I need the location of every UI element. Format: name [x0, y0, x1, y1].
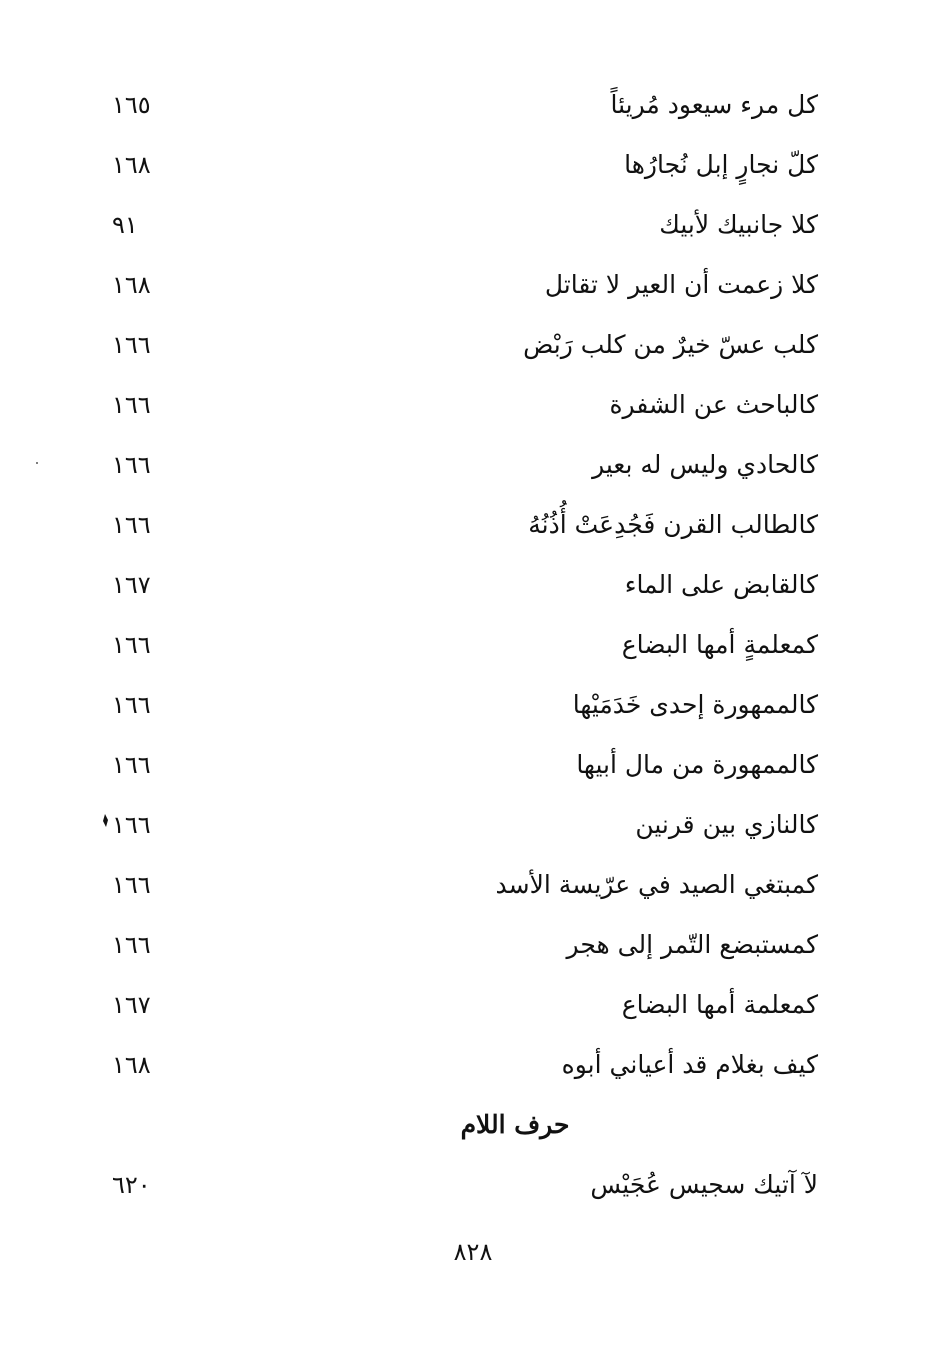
- index-entry: [0, 435, 946, 495]
- entry-text: كلب عسّ خيرٌ من كلب رَبْض: [523, 330, 818, 359]
- entry-page: ١٦٦: [112, 391, 151, 419]
- entry-text: كالحادي وليس له بعير: [592, 450, 818, 479]
- entry-text: لآ آتيك سجيس عُجَيْس: [590, 1170, 818, 1199]
- entry-text: كمعلمةٍ أمها البضاع: [621, 630, 818, 659]
- entry-text: كيف بغلام قد أعياني أبوه: [561, 1050, 818, 1079]
- index-entry: [0, 1155, 946, 1215]
- index-entry: [0, 735, 946, 795]
- entry-text: كل مرء سيعود مُريئاً: [610, 90, 818, 119]
- index-entry: [0, 375, 946, 435]
- entry-page: ١٦٨: [112, 151, 151, 179]
- entry-text: كالممهورة إحدى خَدَمَيْها: [572, 690, 818, 719]
- section-heading: حرف اللام: [460, 1110, 570, 1139]
- entry-text: كمستبضع التّمر إلى هجر: [566, 930, 818, 959]
- entry-text: كالممهورة من مال أبيها: [576, 750, 818, 779]
- entry-text: كالنازي بين قرنين: [635, 810, 818, 839]
- index-entry: [0, 915, 946, 975]
- section-heading-row: [0, 1095, 946, 1155]
- entry-page: ٩١: [112, 211, 138, 239]
- ink-mark: [101, 814, 110, 828]
- entry-page: ١٦٦: [112, 511, 151, 539]
- entry-page: ١٦٧: [112, 571, 151, 599]
- index-entry: [0, 615, 946, 675]
- index-entry: [0, 135, 946, 195]
- entry-page: ١٦٧: [112, 991, 151, 1019]
- entry-page: ١٦٨: [112, 271, 151, 299]
- index-entry: [0, 75, 946, 135]
- index-entry: [0, 255, 946, 315]
- index-entry: [0, 795, 946, 855]
- ink-speck: [36, 462, 38, 464]
- entry-text: كمبتغي الصيد في عرّيسة الأسد: [495, 870, 818, 899]
- index-entry: [0, 315, 946, 375]
- entry-text: كمعلمة أمها البضاع: [621, 990, 818, 1019]
- entry-page: ٦٢٠: [112, 1171, 151, 1199]
- entry-text: كلّ نجارٍ إبل نُجارُها: [624, 150, 818, 179]
- entry-text: كالطالب القرن فَجُدِعَتْ أُذُنُهُ: [528, 510, 818, 539]
- entry-page: ١٦٦: [112, 751, 151, 779]
- index-entry: [0, 195, 946, 255]
- entry-page: ١٦٥: [112, 91, 151, 119]
- entry-page: ١٦٦: [112, 451, 151, 479]
- entry-page: ١٦٦: [112, 931, 151, 959]
- index-entry: [0, 675, 946, 735]
- index-entry: [0, 555, 946, 615]
- index-entry: [0, 855, 946, 915]
- index-entry: [0, 495, 946, 555]
- index-entry: [0, 975, 946, 1035]
- index-list: [0, 75, 946, 1215]
- page-number: ٨٢٨: [453, 1238, 493, 1266]
- entry-page: ١٦٦: [112, 691, 151, 719]
- entry-text: كالقابض على الماء: [624, 570, 818, 599]
- entry-text: كلا زعمت أن العير لا تقاتل: [544, 270, 818, 299]
- entry-page: ١٦٦: [112, 631, 151, 659]
- entry-page: ١٦٦: [112, 871, 151, 899]
- entry-page: ١٦٦: [112, 811, 151, 839]
- entry-text: كالباحث عن الشفرة: [609, 390, 818, 419]
- entry-page: ١٦٨: [112, 1051, 151, 1079]
- entry-page: ١٦٦: [112, 331, 151, 359]
- entry-text: كلا جانبيك لأبيك: [659, 210, 818, 239]
- index-entry: [0, 1035, 946, 1095]
